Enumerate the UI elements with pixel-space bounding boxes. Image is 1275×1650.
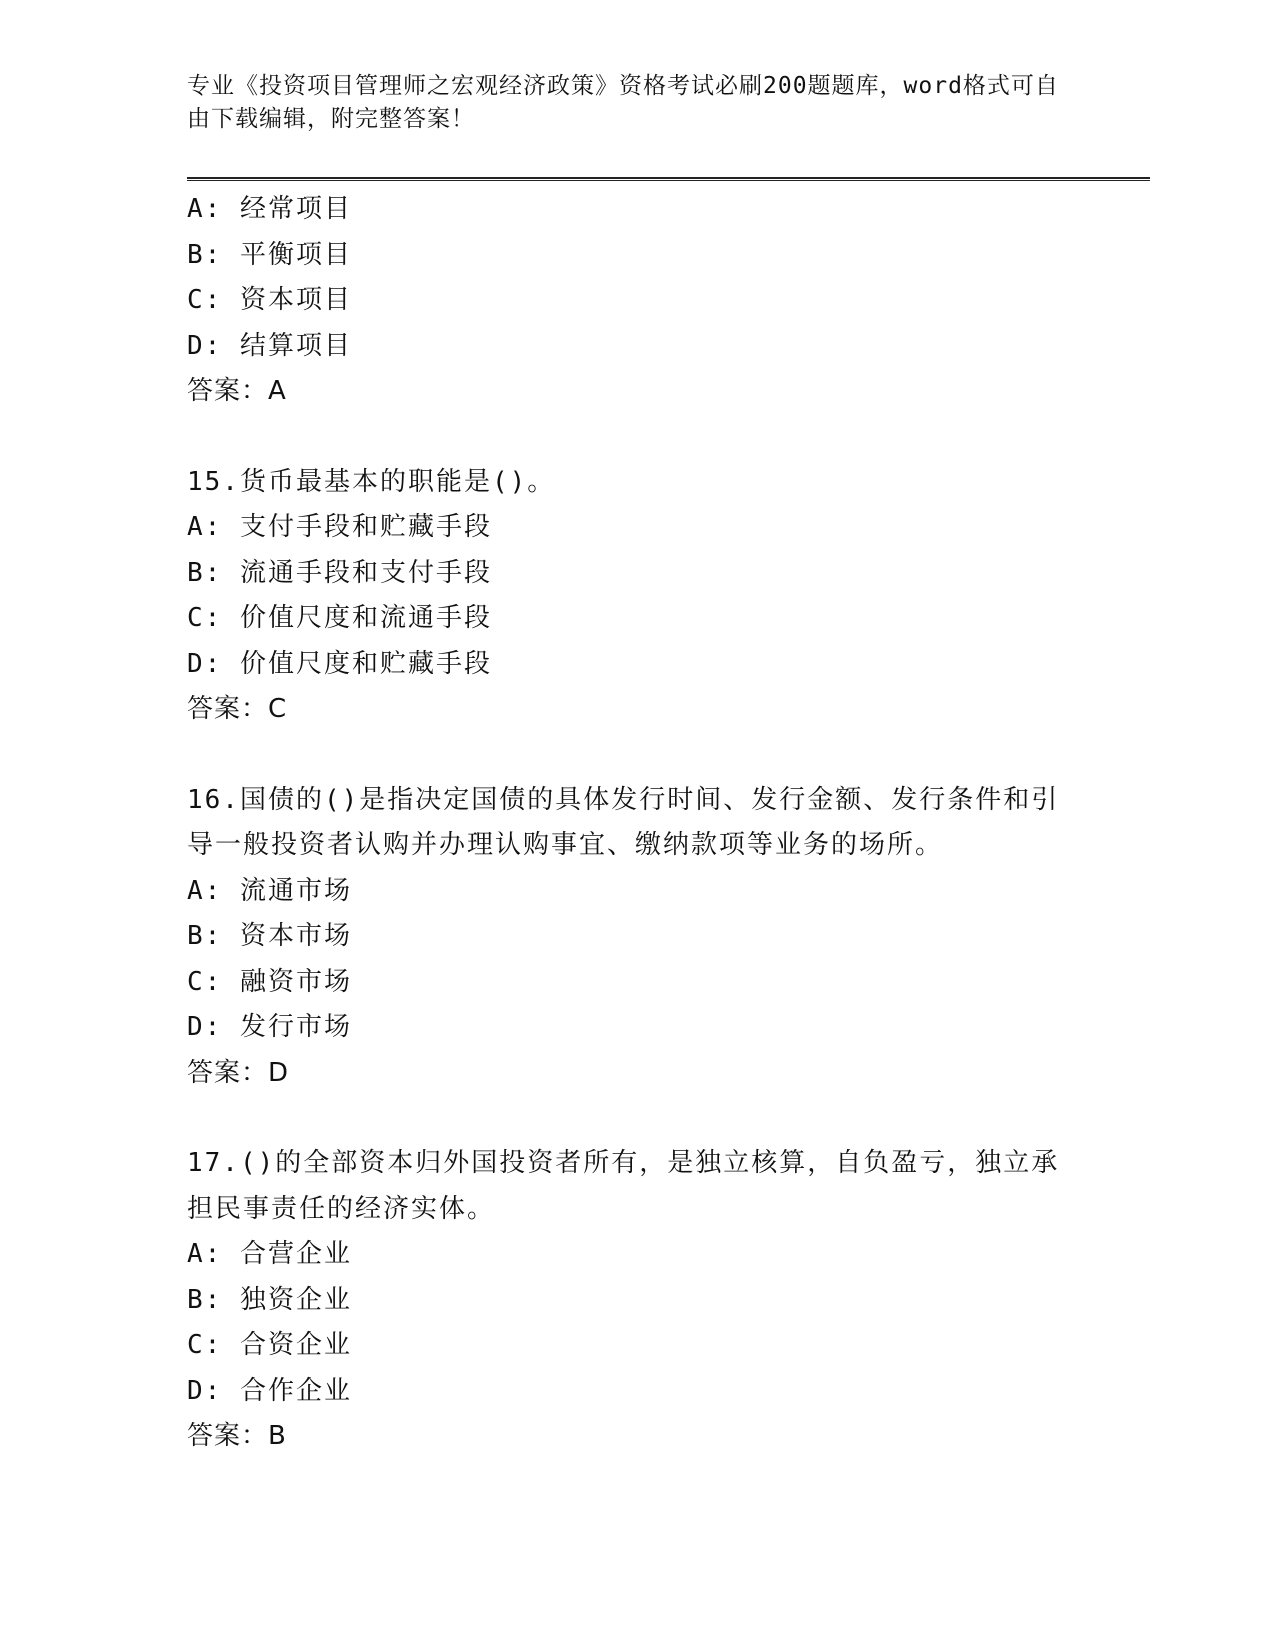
answer: 答案：A [187, 376, 287, 406]
document-page [187, 70, 1147, 1451]
spacer [187, 1096, 1087, 1141]
question-17 [187, 1141, 1087, 1460]
question-15 [187, 460, 1087, 733]
option-a: A: 合营企业 [187, 1239, 352, 1269]
question-stem: 16.国债的()是指决定国债的具体发行时间、发行金额、发行条件和引导一般投资者认购并办理认购事宜、缴纳款项等业务的场所。 [187, 784, 1060, 860]
question-stem: 15.货币最基本的职能是()。 [187, 466, 556, 497]
option-d: D: 结算项目 [187, 330, 352, 361]
header-divider [187, 177, 1150, 181]
question-list [187, 187, 1087, 1460]
spacer [187, 733, 1087, 778]
question-16 [187, 778, 1087, 1097]
spacer [187, 415, 1087, 460]
option-b: B: 资本市场 [187, 921, 352, 951]
option-d: D: 价值尺度和贮藏手段 [187, 648, 492, 679]
question-14 [187, 187, 1087, 415]
answer: 答案：C [187, 694, 288, 724]
option-c: C: 资本项目 [187, 285, 352, 315]
option-c: C: 融资市场 [187, 966, 352, 997]
option-d: D: 合作企业 [187, 1375, 352, 1406]
option-c: C: 价值尺度和流通手段 [187, 603, 492, 633]
option-d: D: 发行市场 [187, 1012, 352, 1042]
option-a: A: 经常项目 [187, 194, 352, 224]
answer: 答案：B [187, 1421, 287, 1451]
option-c: C: 合资企业 [187, 1330, 352, 1360]
option-b: B: 平衡项目 [187, 239, 352, 270]
option-a: A: 流通市场 [187, 875, 352, 906]
option-a: A: 支付手段和贮藏手段 [187, 512, 492, 542]
option-b: B: 流通手段和支付手段 [187, 557, 492, 588]
option-b: B: 独资企业 [187, 1284, 352, 1315]
answer: 答案：D [187, 1057, 290, 1088]
question-stem: 17.()的全部资本归外国投资者所有，是独立核算，自负盈亏，独立承担民事责任的经济实体。 [187, 1148, 1060, 1224]
document-header: 专业《投资项目管理师之宏观经济政策》资格考试必刷200题题库，word格式可自由下载编辑，附完整答案！ [187, 73, 1059, 132]
